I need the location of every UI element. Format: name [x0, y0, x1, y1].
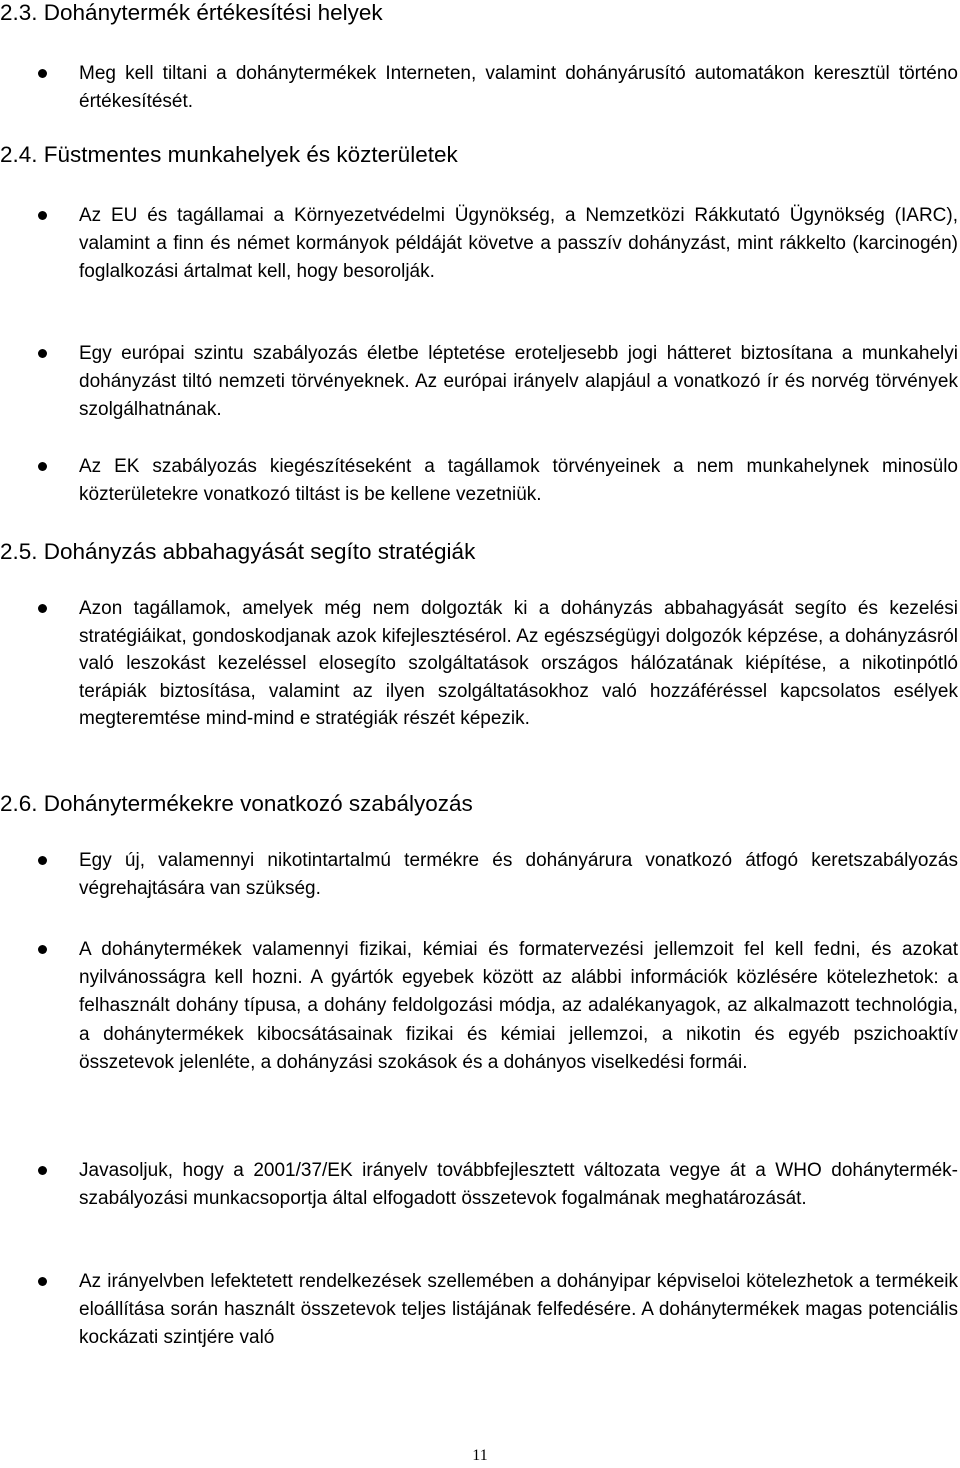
- section-heading-2-4: 2.4. Füstmentes munkahelyek és közterületek: [0, 142, 458, 167]
- list-item-text: Javasoljuk, hogy a 2001/37/EK irányelv továbbfejlesztett változata vegye át a WHO dohánytermék-szabályozási munkacsoportja által elfogadott összetevok fogalmának meghatározását.: [79, 1160, 958, 1209]
- section-heading-2-5: 2.5. Dohányzás abbahagyását segíto stratégiák: [0, 539, 476, 564]
- bullet-icon: [38, 462, 47, 471]
- page-number: 11: [472, 1447, 488, 1464]
- list-item-text: Az EU és tagállamai a Környezetvédelmi Ügynökség, a Nemzetközi Rákkutató Ügynökség (IARC), valamint a finn és német kormányok példáját követve a passzív dohányzást, mint rákkelto (karcinogén) foglalkozási ártalmat kell, hogy besorolják.: [79, 205, 958, 282]
- bullet-icon: [38, 349, 47, 358]
- bullet-icon: [38, 604, 47, 613]
- list-item-text: A dohánytermékek valamennyi fizikai, kémiai és formatervezési jellemzoit fel kell fedni, és azokat nyilvánosságra kell hozni. A gyártók egyebek között az alábbi információk közlésére kötelezhetok: a felhasznált dohány típusa, a dohány feldolgozási módja, az adalékanyagok, az alkalmazott technológia, a dohánytermékek kibocsátásainak fizikai és kémiai jellemzoi, a nikotin és egyéb pszichoaktív összetevok jelenléte, a dohányzási szokások és a dohányos viselkedési formái.: [79, 939, 958, 1073]
- bullet-icon: [38, 69, 47, 78]
- bullet-icon: [38, 211, 47, 220]
- list-item-text: Meg kell tiltani a dohánytermékek Interneten, valamint dohányárusító automatákon keresztül történo értékesítését.: [79, 63, 958, 112]
- bullet-icon: [38, 945, 47, 954]
- section-heading-2-6: 2.6. Dohánytermékekre vonatkozó szabályozás: [0, 791, 473, 816]
- section-heading-2-3: 2.3. Dohánytermék értékesítési helyek: [0, 0, 383, 25]
- list-item-text: Az EK szabályozás kiegészítéseként a tagállamok törvényeinek a nem munkahelynek minosülo közterületekre vonatkozó tiltást is be kellene vezetniük.: [79, 456, 958, 505]
- list-item-text: Azon tagállamok, amelyek még nem dolgozták ki a dohányzás abbahagyását segíto és kezelési stratégiáikat, gondoskodjanak azok kifejlesztésérol. Az egészségügyi dolgozók képzése, a dohányzásról való leszokást kezeléssel elosegíto szolgáltatások országos hálózatának kiépítése, a nikotinpótló terápiák biztosítása, valamint az ilyen szolgáltatásokhoz való hozzáféréssel kapcsolatos esélyek megteremtése mind-mind e stratégiák részét képezik.: [79, 598, 958, 729]
- bullet-icon: [38, 1166, 47, 1175]
- list-item-text: Egy új, valamennyi nikotintartalmú termékre és dohányárura vonatkozó átfogó keretszabályozás végrehajtására van szükség.: [79, 850, 958, 899]
- list-item-text: Egy európai szintu szabályozás életbe léptetése eroteljesebb jogi hátteret biztosítana a munkahelyi dohányzást tiltó nemzeti törvényeknek. Az európai irányelv alapjául a vonatkozó ír és norvég törvények szolgálhatnának.: [79, 343, 958, 420]
- list-item-text: Az irányelvben lefektetett rendelkezések szellemében a dohányipar képviseloi kötelezhetok a termékeik eloállítása során használt összetevok teljes listájának felfedésére. A dohánytermékek magas potenciális kockázati szintjére való: [79, 1271, 958, 1348]
- bullet-icon: [38, 856, 47, 865]
- bullet-icon: [38, 1277, 47, 1286]
